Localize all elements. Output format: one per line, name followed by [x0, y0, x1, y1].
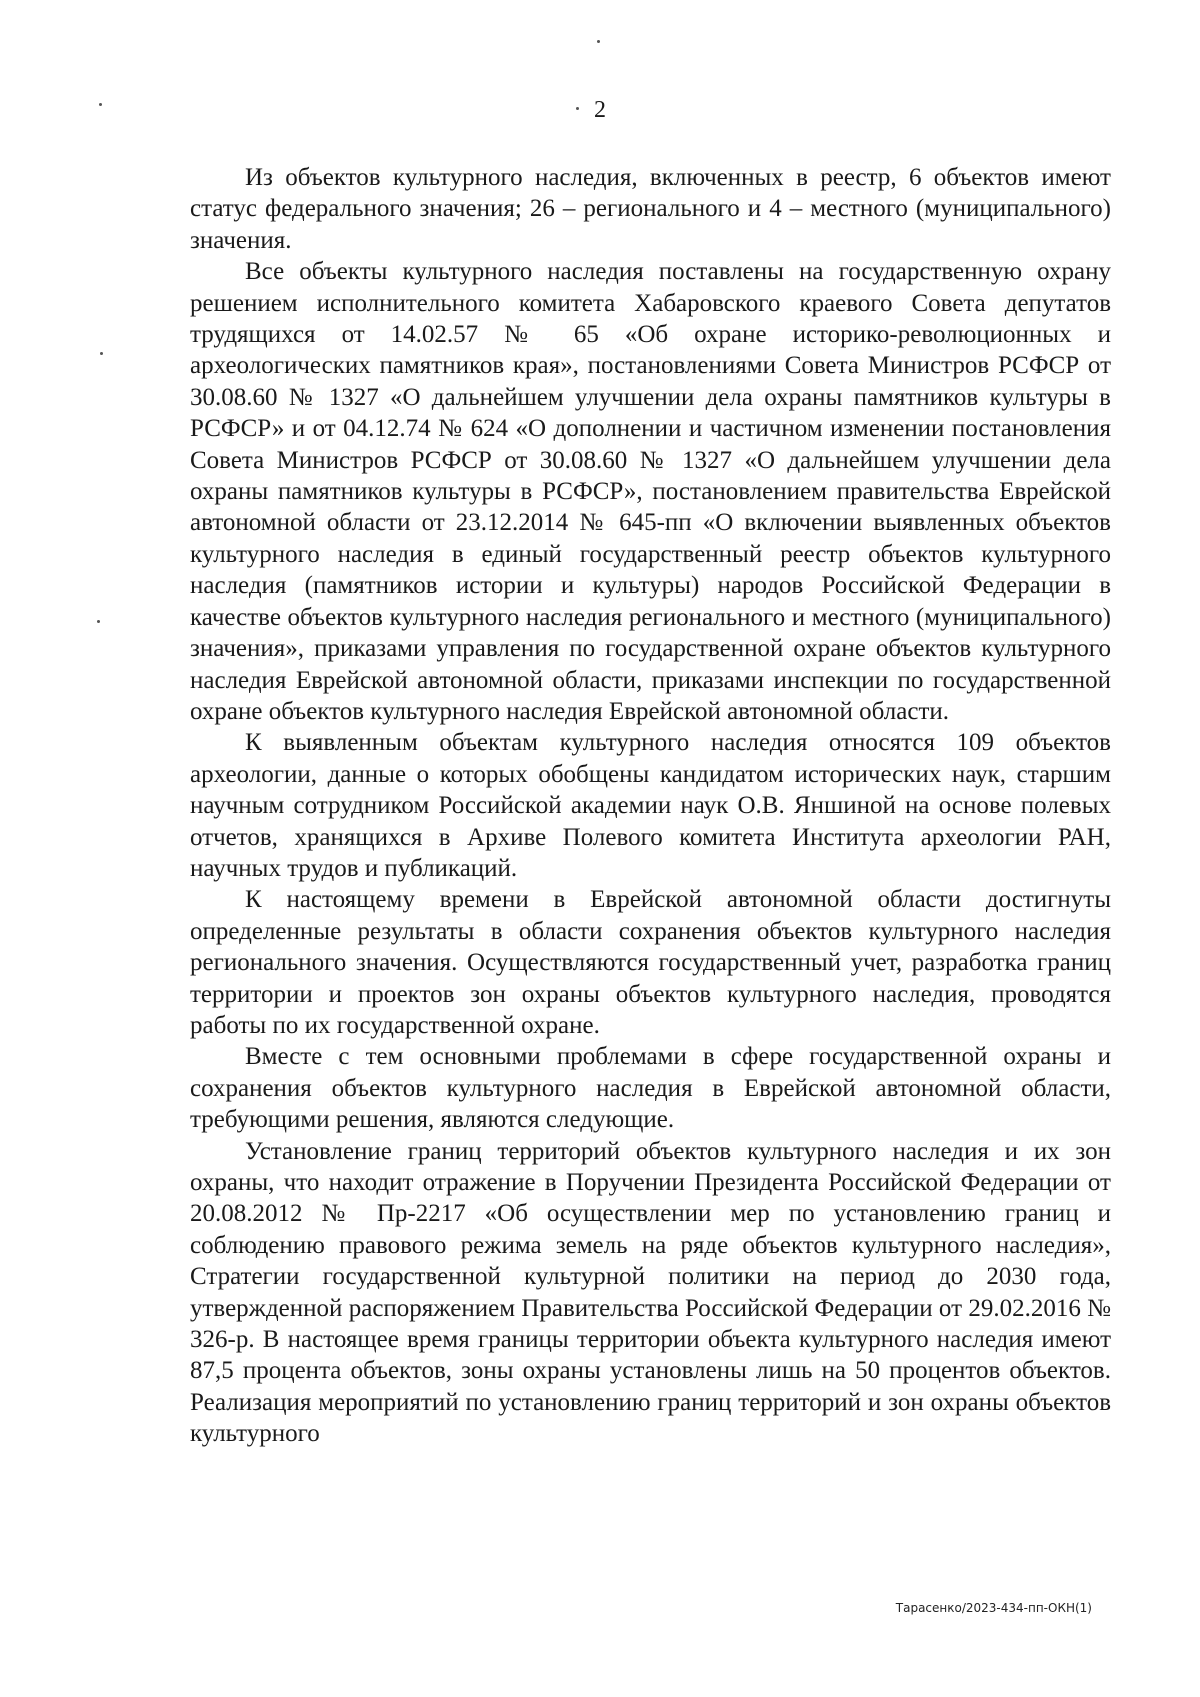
paragraph: К выявленным объектам культурного наследия относятся 109 объектов археологии, данные о которых обобщены кандидатом исторических наук, старшим научным сотрудником Российской академии наук О.В. Яншиной на основе полевых отчетов, хранящихся в Архиве Полевого комитета Института археологии РАН, научных трудов и публикаций. — [190, 729, 1111, 882]
scan-speck — [100, 352, 103, 355]
paragraph: Установление границ территорий объектов культурного наследия и их зон охраны, что находит отражение в Поручении Президента Российской Федерации от 20.08.2012 № Пр-2217 «Об осуществлении мер по установлению границ и соблюдению правового режима земель на ряде объектов культурного наследия», Стратегии государственной культурной политики на период до 2030 года, утвержденной распоряжением Правительства Российской Федерации от 29.02.2016 № 326-р. В настоящее время границы территории объекта культурного наследия имеют 87,5 процента объектов, зоны охраны установлены лишь на 50 процентов объектов. Реализация мероприятий по установлению границ территорий и зон охраны объектов культурного — [190, 1137, 1111, 1448]
scan-speck — [97, 620, 100, 623]
paragraph: Все объекты культурного наследия поставлены на государственную охрану решением исполнительного комитета Хабаровского краевого Совета депутатов трудящихся от 14.02.57 № 65 «Об охране историко-революционных и археологических памятников края», постановлениями Совета Министров РСФСР от 30.08.60 № 1327 «О дальнейшем улучшении дела охраны памятников культуры в РСФСР» и от 04.12.74 № 624 «О дополнении и частичном изменении постановления Совета Министров РСФСР от 30.08.60 № 1327 «О дальнейшем улучшении дела охраны памятников культуры в РСФСР», постановлением правительства Еврейской автономной области от 23.12.2014 № 645-пп «О включении выявленных объектов культурного наследия в единый государственный реестр объектов культурного наследия (памятников истории и культуры) народов Российской Федерации в качестве объектов культурного наследия регионального и местного (муниципального) значения», приказами управления по государственной охране объектов культурного наследия Еврейской автономной области, приказами инспекции по государственной охране объектов культурного наследия Еврейской автономной области. — [190, 258, 1111, 725]
paragraph: Вместе с тем основными проблемами в сфере государственной охраны и сохранения объектов культурного наследия в Еврейской автономной области, требующими решения, являются следующие. — [190, 1043, 1111, 1134]
document-reference: Тарасенко/2023-434-пп-ОКН(1) — [895, 1601, 1092, 1615]
scan-speck — [597, 40, 600, 43]
page-number: 2 — [594, 97, 606, 123]
document-body — [190, 162, 1111, 1450]
paragraph: Из объектов культурного наследия, включенных в реестр, 6 объектов имеют статус федерального значения; 26 – регионального и 4 – местного (муниципального) значения. — [190, 164, 1111, 254]
paragraph: К настоящему времени в Еврейской автономной области достигнуты определенные результаты в области сохранения объектов культурного наследия регионального значения. Осуществляются государственный учет, разработка границ территории и проектов зон охраны объектов культурного наследия, проводятся работы по их государственной охране. — [190, 886, 1111, 1039]
